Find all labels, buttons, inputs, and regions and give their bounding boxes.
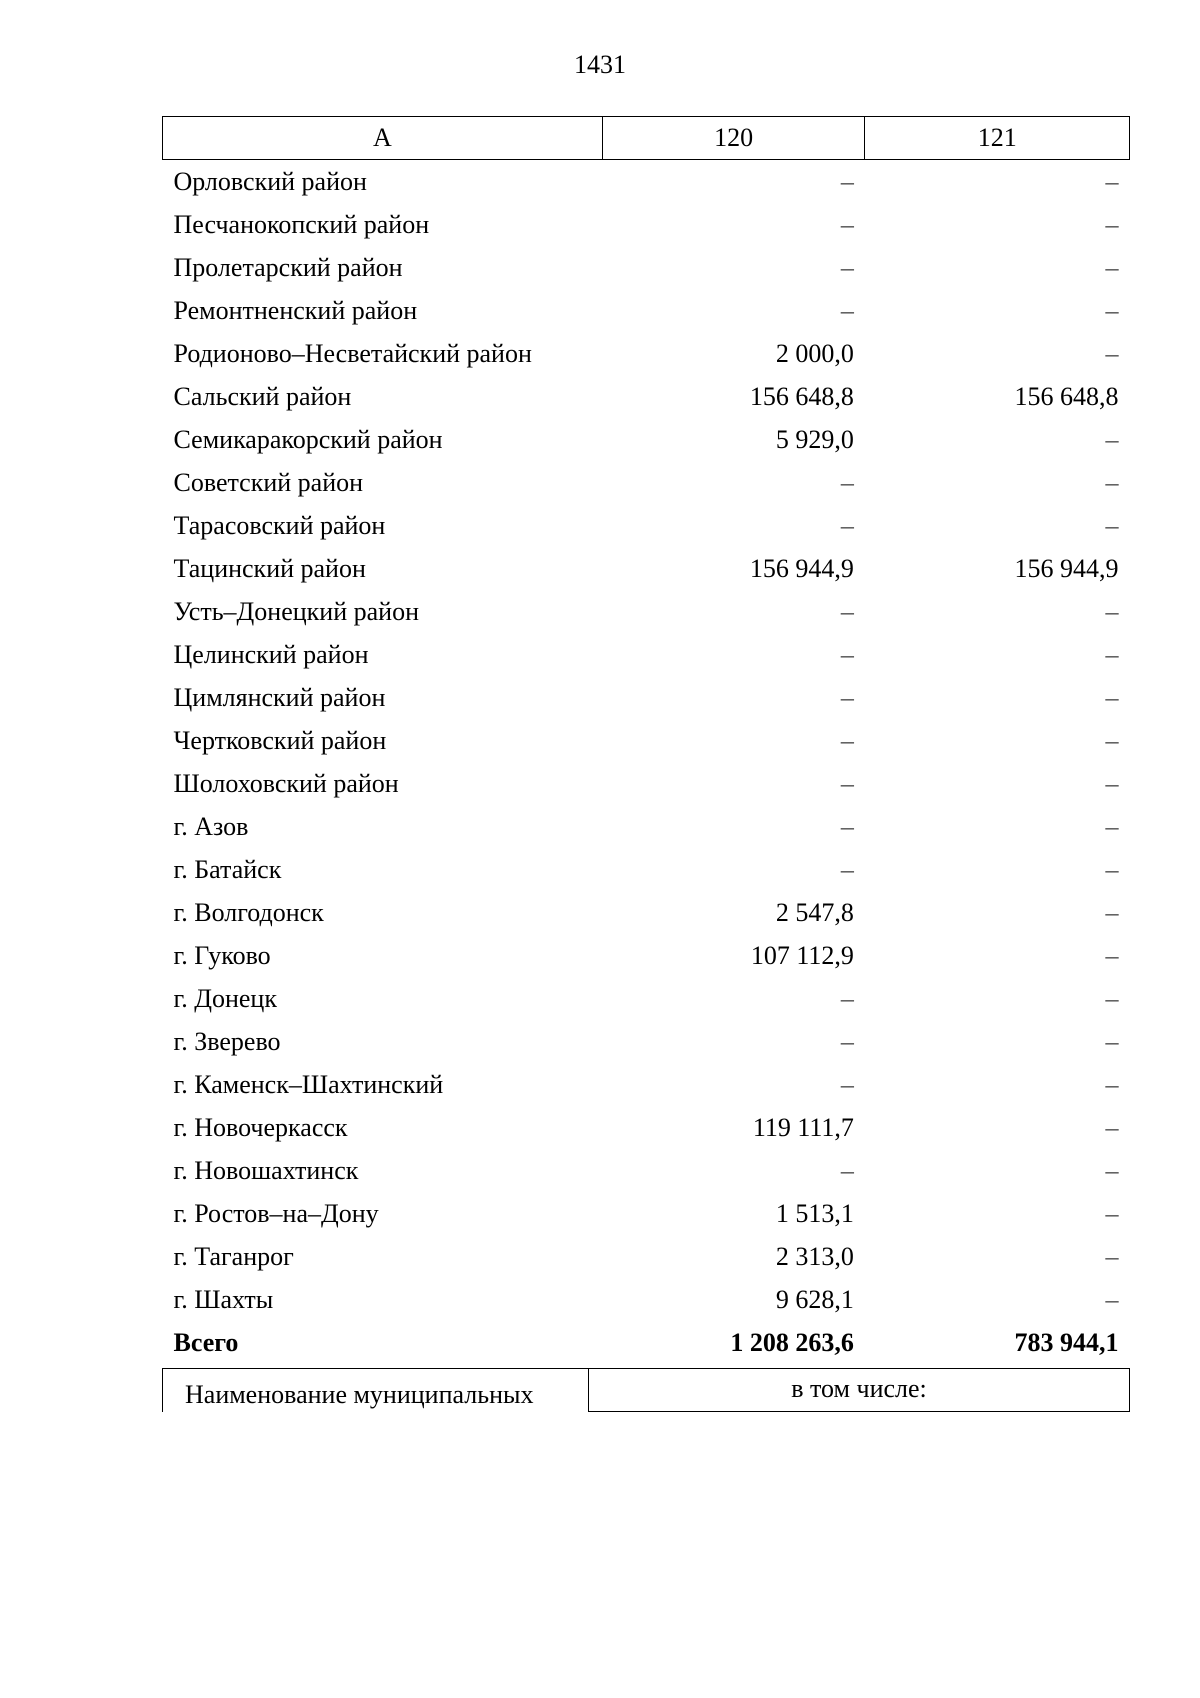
table-row bbox=[163, 1020, 1130, 1063]
row-name: г. Гуково bbox=[173, 940, 271, 970]
header-row bbox=[163, 117, 1130, 160]
row-value-120: – bbox=[840, 682, 854, 712]
table-row bbox=[163, 1149, 1130, 1192]
row-name: г. Донецк bbox=[173, 983, 277, 1013]
row-value-121: – bbox=[1105, 467, 1119, 497]
table-row bbox=[163, 676, 1130, 719]
total-value-120: 1 208 263,6 bbox=[730, 1327, 854, 1357]
table-body bbox=[163, 160, 1130, 1365]
row-value-120: – bbox=[840, 510, 854, 540]
row-value-121: – bbox=[1105, 854, 1119, 884]
row-value-120: – bbox=[840, 209, 854, 239]
table-row bbox=[163, 1192, 1130, 1235]
row-value-120: – bbox=[840, 295, 854, 325]
row-value-121: – bbox=[1105, 1198, 1119, 1228]
table-row bbox=[163, 1235, 1130, 1278]
row-name: г. Новочеркасск bbox=[173, 1112, 348, 1142]
row-name: Ремонтненский район bbox=[173, 295, 418, 325]
row-value-120: – bbox=[840, 166, 854, 196]
row-name: Родионово–Несветайский район bbox=[173, 338, 532, 368]
row-name: Шолоховский район bbox=[173, 768, 399, 798]
row-name: Чертковский район bbox=[173, 725, 387, 755]
row-value-121: – bbox=[1105, 768, 1119, 798]
row-name: Советский район bbox=[173, 467, 364, 497]
table-row bbox=[163, 375, 1130, 418]
row-name: Целинский район bbox=[173, 639, 369, 669]
total-value-121: 783 944,1 bbox=[1014, 1327, 1119, 1357]
row-value-120: 9 628,1 bbox=[775, 1284, 854, 1314]
row-value-120: 5 929,0 bbox=[775, 424, 854, 454]
table-row bbox=[163, 1063, 1130, 1106]
table-row bbox=[163, 461, 1130, 504]
row-value-120: – bbox=[840, 725, 854, 755]
row-value-121: – bbox=[1105, 811, 1119, 841]
row-value-120: – bbox=[840, 1155, 854, 1185]
row-name: г. Шахты bbox=[173, 1284, 274, 1314]
row-name: Тарасовский район bbox=[173, 510, 386, 540]
row-value-120: – bbox=[840, 854, 854, 884]
row-value-120: 2 313,0 bbox=[775, 1241, 854, 1271]
table-row bbox=[163, 934, 1130, 977]
table-row bbox=[163, 762, 1130, 805]
continuation-header-name: Наименование муниципальных bbox=[162, 1368, 588, 1412]
row-value-121: – bbox=[1105, 1069, 1119, 1099]
table-row bbox=[163, 418, 1130, 461]
total-label: Всего bbox=[173, 1327, 239, 1357]
row-value-120: – bbox=[840, 1026, 854, 1056]
row-name: г. Волгодонск bbox=[173, 897, 324, 927]
table-row bbox=[163, 1278, 1130, 1321]
row-name: Семикаракорский район bbox=[173, 424, 443, 454]
row-value-121: – bbox=[1105, 639, 1119, 669]
row-name: Сальский район bbox=[173, 381, 352, 411]
table-row bbox=[163, 590, 1130, 633]
row-value-121: – bbox=[1105, 166, 1119, 196]
header-cell-120: 120 bbox=[602, 117, 865, 160]
row-name: Цимлянский район bbox=[173, 682, 386, 712]
row-value-120: 156 648,8 bbox=[749, 381, 854, 411]
row-value-121: – bbox=[1105, 940, 1119, 970]
total-row bbox=[163, 1321, 1130, 1364]
row-value-121: – bbox=[1105, 596, 1119, 626]
row-value-120: – bbox=[840, 467, 854, 497]
row-name: Усть–Донецкий район bbox=[173, 596, 419, 626]
row-value-121: – bbox=[1105, 252, 1119, 282]
row-name: Песчанокопский район bbox=[173, 209, 430, 239]
table-row bbox=[163, 203, 1130, 246]
row-value-120: 2 000,0 bbox=[775, 338, 854, 368]
table-row bbox=[163, 891, 1130, 934]
row-name: г. Батайск bbox=[173, 854, 282, 884]
row-value-121: – bbox=[1105, 510, 1119, 540]
table-row bbox=[163, 289, 1130, 332]
row-value-121: 156 648,8 bbox=[1014, 381, 1119, 411]
data-table bbox=[162, 116, 1130, 1364]
row-name: Пролетарский район bbox=[173, 252, 403, 282]
row-value-120: 1 513,1 bbox=[775, 1198, 854, 1228]
table-row bbox=[163, 633, 1130, 676]
row-value-120: 119 111,7 bbox=[752, 1112, 854, 1142]
table-row bbox=[163, 977, 1130, 1020]
table-header bbox=[163, 117, 1130, 160]
continuation-header-subgroup: в том числе: bbox=[588, 1368, 1130, 1412]
row-value-120: 107 112,9 bbox=[750, 940, 854, 970]
table-row bbox=[163, 332, 1130, 375]
row-value-121: – bbox=[1105, 983, 1119, 1013]
row-value-121: – bbox=[1105, 1284, 1119, 1314]
row-value-120: – bbox=[840, 768, 854, 798]
row-value-120: – bbox=[840, 596, 854, 626]
table-row bbox=[163, 246, 1130, 289]
row-name: г. Новошахтинск bbox=[173, 1155, 359, 1185]
row-value-120: – bbox=[840, 252, 854, 282]
table-row bbox=[163, 719, 1130, 762]
table-row bbox=[163, 504, 1130, 547]
row-value-120: – bbox=[840, 811, 854, 841]
row-value-121: – bbox=[1105, 424, 1119, 454]
row-value-120: – bbox=[840, 983, 854, 1013]
row-name: г. Зверево bbox=[173, 1026, 281, 1056]
row-value-121: – bbox=[1105, 295, 1119, 325]
row-value-121: – bbox=[1105, 1026, 1119, 1056]
row-value-121: – bbox=[1105, 338, 1119, 368]
row-value-120: 2 547,8 bbox=[775, 897, 854, 927]
row-name: Орловский район bbox=[173, 166, 367, 196]
row-value-120: 156 944,9 bbox=[749, 553, 854, 583]
row-name: г. Ростов–на–Дону bbox=[173, 1198, 379, 1228]
continuation-header bbox=[162, 1368, 1130, 1412]
row-value-120: – bbox=[840, 1069, 854, 1099]
row-name: г. Азов bbox=[173, 811, 249, 841]
header-cell-121: 121 bbox=[865, 117, 1130, 160]
row-value-121: – bbox=[1105, 1112, 1119, 1142]
row-value-121: – bbox=[1105, 682, 1119, 712]
row-value-121: – bbox=[1105, 1241, 1119, 1271]
row-value-120: – bbox=[840, 639, 854, 669]
row-value-121: – bbox=[1105, 897, 1119, 927]
table-row bbox=[163, 848, 1130, 891]
row-name: г. Каменск–Шахтинский bbox=[173, 1069, 444, 1099]
header-cell-name: А bbox=[163, 117, 603, 160]
row-value-121: – bbox=[1105, 725, 1119, 755]
table-row bbox=[163, 805, 1130, 848]
row-name: г. Таганрог bbox=[173, 1241, 294, 1271]
row-value-121: – bbox=[1105, 1155, 1119, 1185]
table-row bbox=[163, 547, 1130, 590]
page-number: 1431 bbox=[574, 50, 626, 79]
table-row bbox=[163, 1106, 1130, 1149]
row-name: Тацинский район bbox=[173, 553, 366, 583]
table-row bbox=[163, 160, 1130, 204]
row-value-121: 156 944,9 bbox=[1014, 553, 1119, 583]
row-value-121: – bbox=[1105, 209, 1119, 239]
